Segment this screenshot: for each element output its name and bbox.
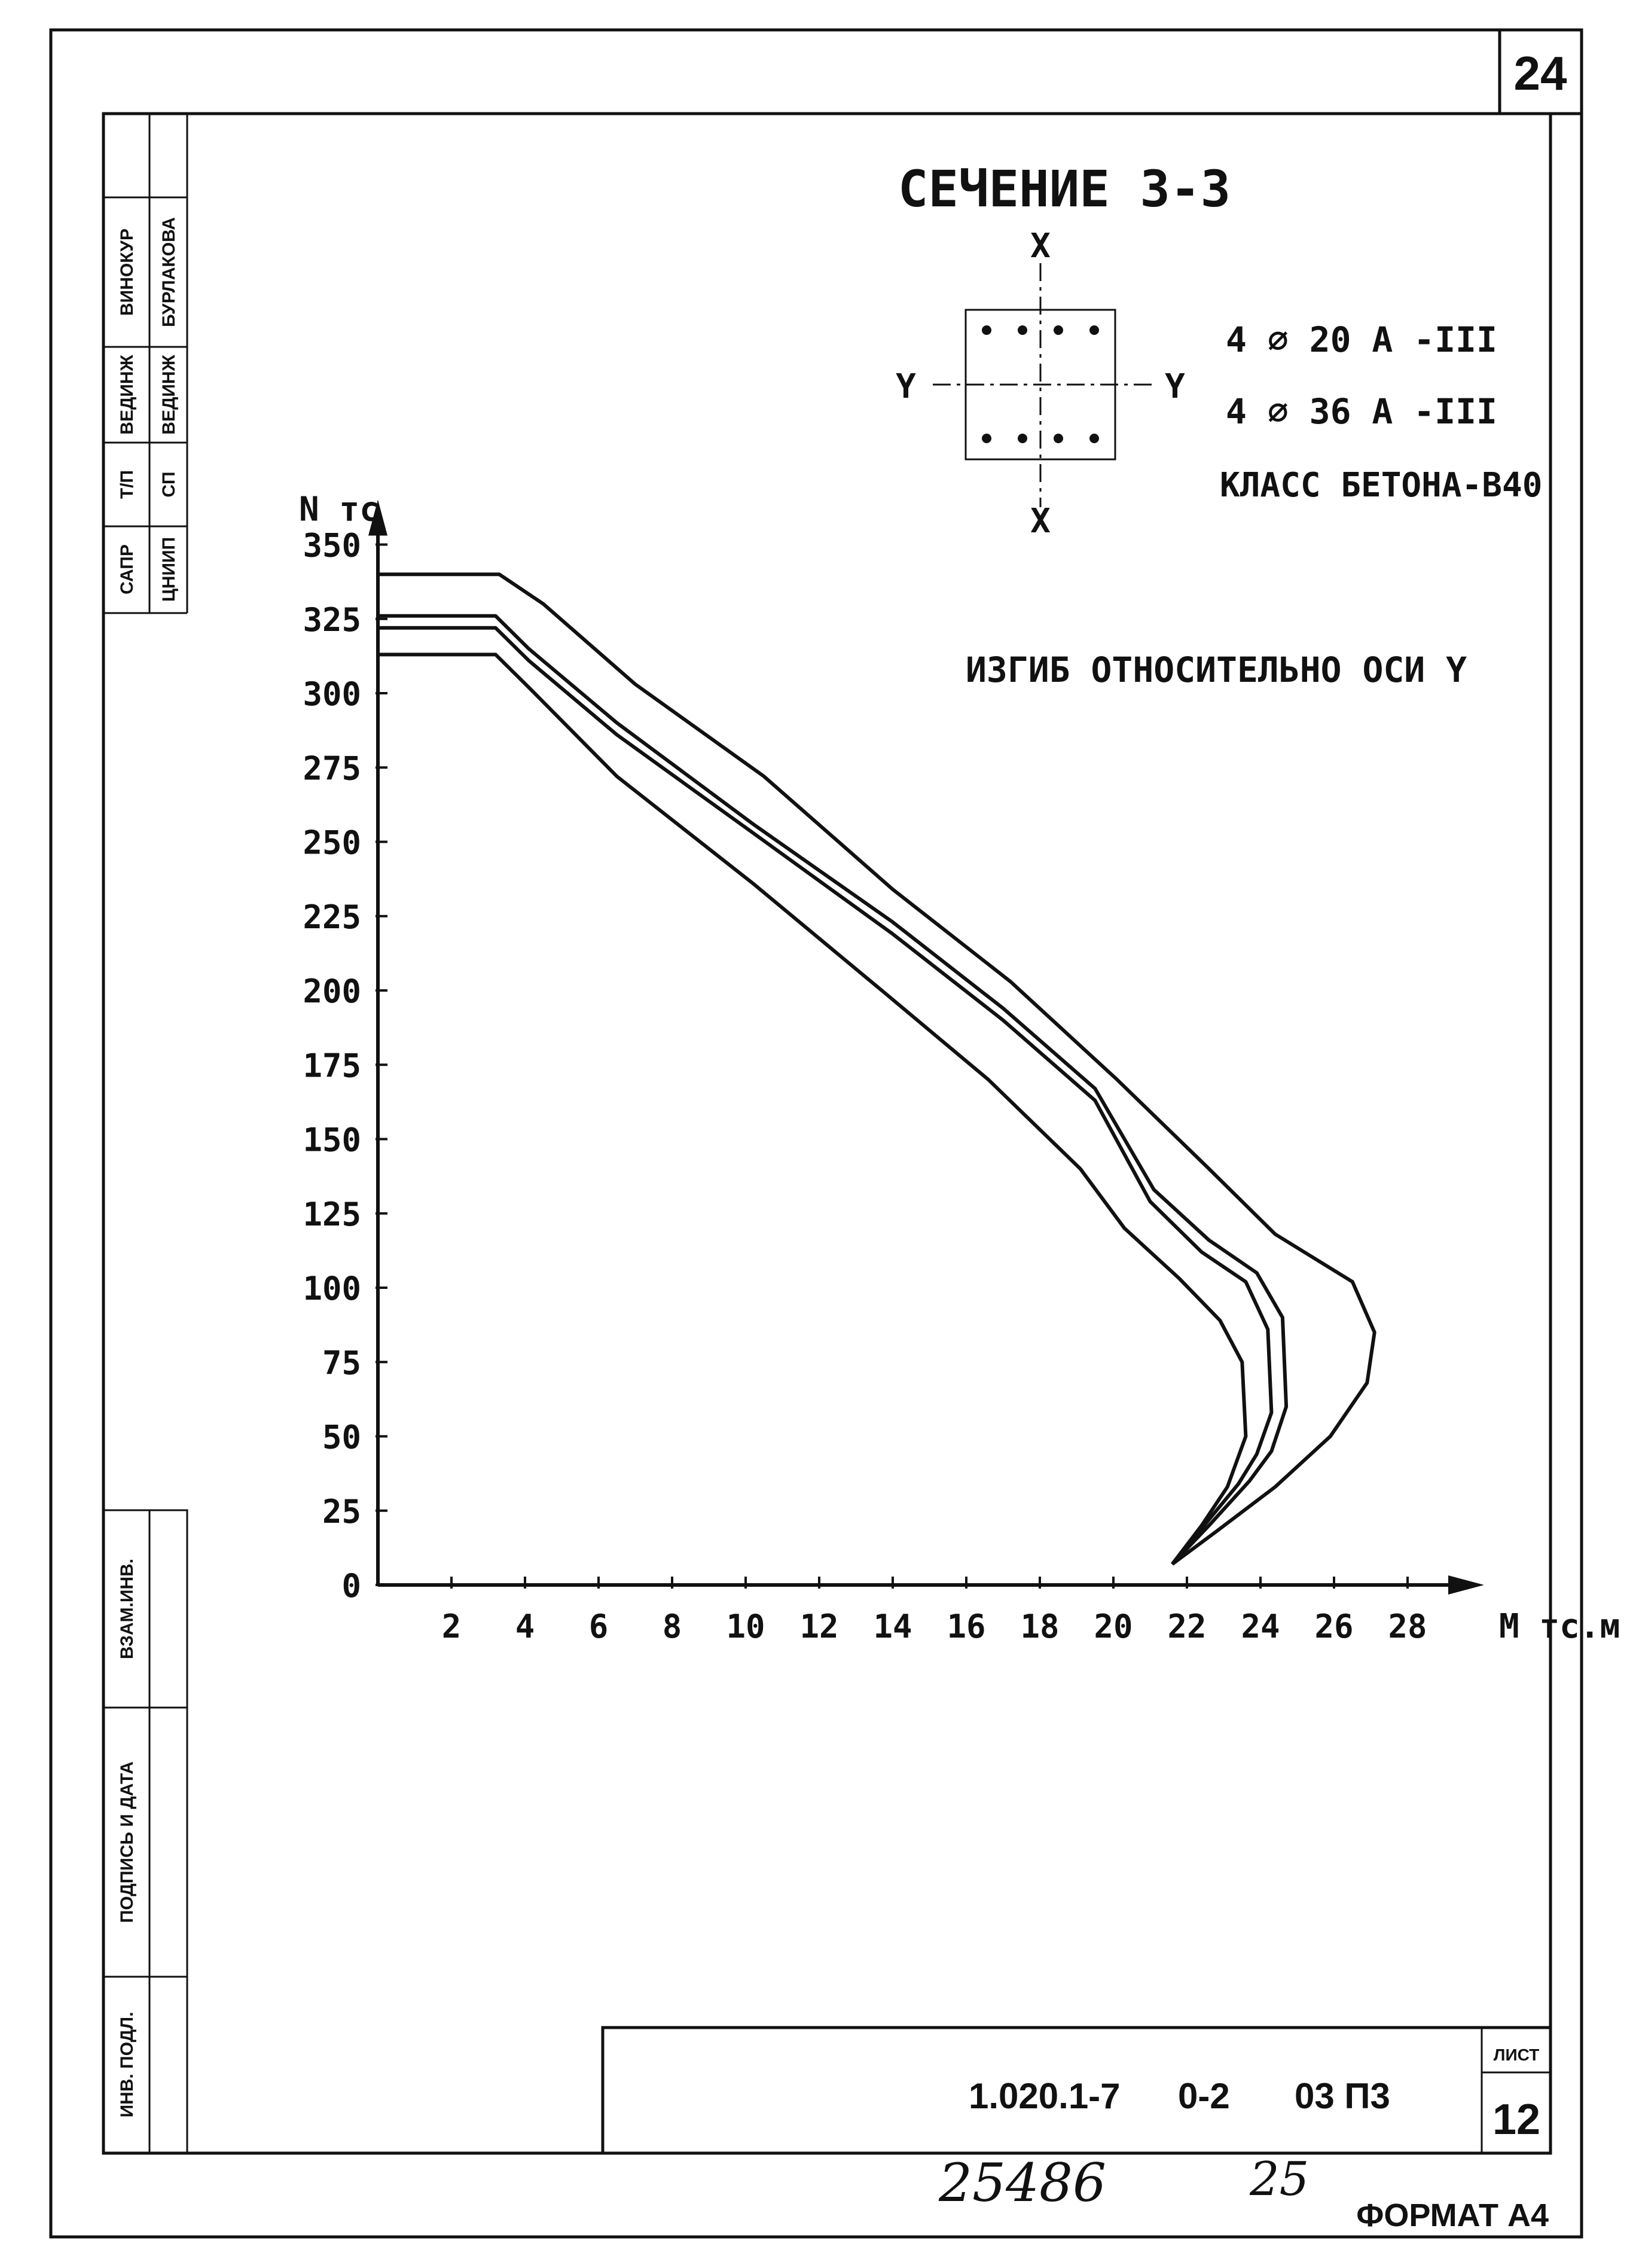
title-block <box>603 2028 1550 2153</box>
y-axis-ticks <box>303 527 387 1605</box>
y-tick-label: 150 <box>303 1121 361 1159</box>
stamp-row1-b: БУРЛАКОВА <box>159 217 179 327</box>
axis-y-label-left: Y <box>896 367 916 406</box>
y-tick-label: 275 <box>303 749 361 788</box>
y-tick-label: 75 <box>322 1344 361 1382</box>
x-axis-ticks <box>442 1577 1427 1645</box>
x-tick-label: 10 <box>726 1608 765 1645</box>
stamp-row4-a: САПР <box>117 544 137 595</box>
series-curve-1 <box>378 574 1375 1564</box>
y-tick-label: 225 <box>303 898 361 936</box>
series-curve-4 <box>378 654 1246 1564</box>
chart-annotation: ИЗГИБ ОТНОСИТЕЛЬНО ОСИ Y <box>966 650 1467 690</box>
x-tick-label: 22 <box>1167 1608 1207 1645</box>
x-tick-label: 24 <box>1241 1608 1280 1645</box>
sheet-label: ЛИСТ <box>1493 2046 1540 2064</box>
x-tick-label: 28 <box>1388 1608 1427 1645</box>
x-tick-label: 12 <box>799 1608 839 1645</box>
x-axis-arrow <box>1448 1575 1484 1595</box>
rebar-top-spec: 4 ⌀ 20 А -III <box>1226 319 1497 360</box>
axis-x-label-bottom: X <box>1030 502 1051 541</box>
x-tick-label: 4 <box>515 1608 535 1645</box>
x-tick-label: 20 <box>1094 1608 1133 1645</box>
axis-x-label-top: X <box>1030 227 1051 266</box>
stamp-column <box>103 114 187 613</box>
handwritten-right: 25 <box>1250 2153 1310 2206</box>
inv-podl-label: ИНВ. ПОДЛ. <box>117 2011 137 2118</box>
x-tick-label: 14 <box>873 1608 912 1645</box>
x-axis-label: М тс.м <box>1499 1607 1620 1646</box>
x-tick-label: 6 <box>588 1608 609 1645</box>
stamp-row1-a: ВИНОКУР <box>117 228 137 316</box>
y-tick-label: 0 <box>341 1567 361 1605</box>
stamp-row3-a: Т/П <box>117 470 137 499</box>
rebar-bottom-spec: 4 ⌀ 36 А -III <box>1226 391 1497 432</box>
x-tick-label: 8 <box>662 1608 682 1645</box>
axis-y-label-right: Y <box>1165 367 1185 406</box>
y-tick-label: 25 <box>322 1492 361 1531</box>
sheet-number: 12 <box>1492 2096 1541 2144</box>
y-tick-label: 250 <box>303 824 361 862</box>
podpis-data-label: ПОДПИСЬ И ДАТА <box>117 1761 137 1923</box>
stamp-row2-b: ВЕДИНЖ <box>159 355 179 435</box>
y-axis-label: N тс <box>299 490 380 529</box>
section-sketch <box>896 160 1542 541</box>
y-tick-label: 200 <box>303 973 361 1010</box>
doc-code: 1.020.1-7 <box>969 2076 1121 2116</box>
x-tick-label: 16 <box>947 1608 986 1645</box>
series-curve-3 <box>378 628 1271 1565</box>
doc-part: 03 П3 <box>1295 2076 1390 2116</box>
x-tick-label: 2 <box>441 1608 462 1645</box>
y-tick-label: 300 <box>303 675 361 713</box>
y-tick-label: 125 <box>303 1195 361 1233</box>
sheet-outer-border <box>51 30 1582 2237</box>
y-tick-label: 175 <box>303 1047 361 1085</box>
y-tick-label: 325 <box>303 600 361 639</box>
y-tick-label: 350 <box>303 526 361 565</box>
format-label: ФОРМАТ А4 <box>1356 2197 1549 2233</box>
stamp-row4-b: ЦНИИП <box>159 536 179 602</box>
doc-section: 0-2 <box>1178 2076 1230 2116</box>
section-title: СЕЧЕНИЕ 3-3 <box>898 160 1231 218</box>
y-tick-label: 100 <box>303 1270 361 1307</box>
handwritten-left: 25486 <box>939 2152 1106 2214</box>
x-tick-label: 18 <box>1020 1608 1060 1645</box>
y-tick-label: 50 <box>322 1418 361 1456</box>
x-tick-label: 26 <box>1314 1608 1354 1645</box>
left-margin-stamp <box>103 1510 187 2153</box>
stamp-row2-a: ВЕДИНЖ <box>117 355 137 435</box>
vzam-inv-label: ВЗАМ.ИНВ. <box>117 1558 137 1660</box>
chart-series <box>378 574 1375 1564</box>
concrete-class: КЛАСС БЕТОНА-В40 <box>1220 466 1543 505</box>
stamp-row3-b: СП <box>159 471 179 498</box>
page-number: 24 <box>1513 47 1567 100</box>
series-curve-2 <box>378 616 1286 1564</box>
